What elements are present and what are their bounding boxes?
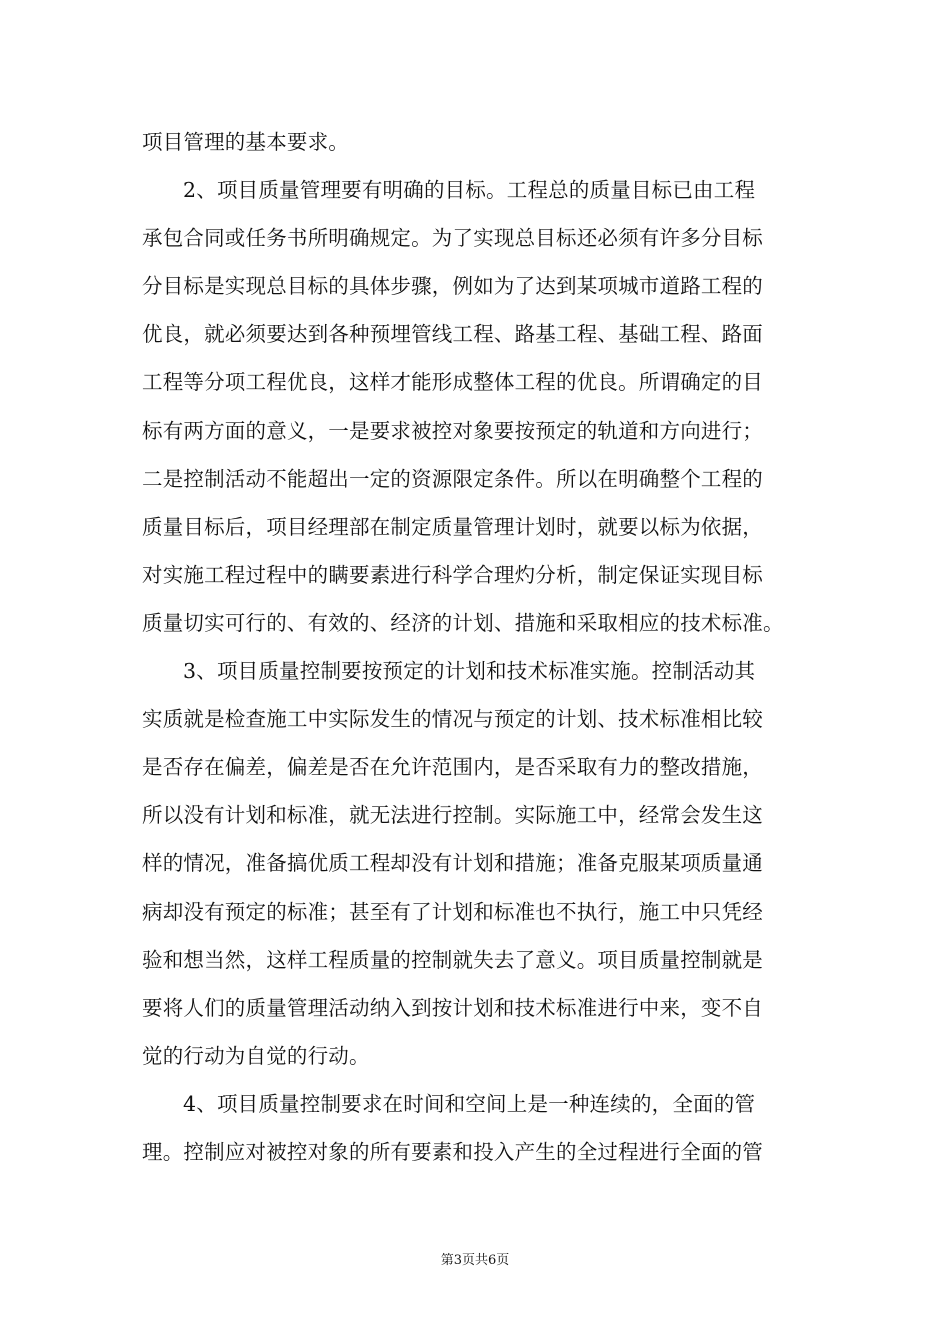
text-line: 是否存在偏差，偏差是否在允许范围内，是否采取有力的整改措施，	[142, 755, 763, 780]
text-line: 标有两方面的意义，一是要求被控对象要按预定的轨道和方向进行；	[142, 418, 763, 443]
text-line: 病却没有预定的标准；甚至有了计划和标准也不执行，施工中只凭经	[142, 899, 763, 924]
text-line: 理。控制应对被控对象的所有要素和投入产生的全过程进行全面的管	[142, 1139, 763, 1164]
text-line: 二是控制活动不能超出一定的资源限定条件。所以在明确整个工程的	[142, 466, 763, 491]
paragraph-first-line: 2、项目质量管理要有明确的目标。工程总的质量目标已由工程	[183, 178, 756, 203]
text-line: 验和想当然，这样工程质量的控制就失去了意义。项目质量控制就是	[142, 947, 763, 972]
text-line: 分目标是实现总目标的具体步骤，例如为了达到某项城市道路工程的	[142, 274, 763, 299]
paragraph-first-line: 4、项目质量控制要求在时间和空间上是一种连续的，全面的管	[183, 1091, 756, 1116]
text-line: 样的情况，准备搞优质工程却没有计划和措施；准备克服某项质量通	[142, 851, 763, 876]
text-line: 质量目标后，项目经理部在制定质量管理计划时，就要以标为依据，	[142, 514, 763, 539]
text-line: 觉的行动为自觉的行动。	[142, 1043, 370, 1068]
text-line: 实质就是检查施工中实际发生的情况与预定的计划、技术标准相比较	[142, 707, 763, 732]
text-line: 所以没有计划和标准，就无法进行控制。实际施工中，经常会发生这	[142, 803, 763, 828]
text-line: 对实施工程过程中的瞒要素进行科学合理灼分析，制定保证实现目标	[142, 562, 763, 587]
text-line: 优良，就必须要达到各种预埋管线工程、路基工程、基础工程、路面	[142, 322, 763, 347]
text-line: 项目管理的基本要求。	[142, 130, 349, 154]
text-line: 承包合同或任务书所明确规定。为了实现总目标还必须有许多分目标	[142, 226, 763, 251]
text-line: 质量切实可行的、有效的、经济的计划、措施和采取相应的技术标准。	[142, 610, 784, 635]
text-line: 要将人们的质量管理活动纳入到按计划和技术标准进行中来，变不自	[142, 995, 763, 1020]
text-line: 工程等分项工程优良，这样才能形成整体工程的优良。所谓确定的目	[142, 370, 763, 395]
paragraph-first-line: 3、项目质量控制要按预定的计划和技术标准实施。控制活动其	[183, 659, 756, 684]
body-text	[142, 118, 822, 1176]
page-number-footer: 第3页共6页	[440, 1253, 510, 1268]
